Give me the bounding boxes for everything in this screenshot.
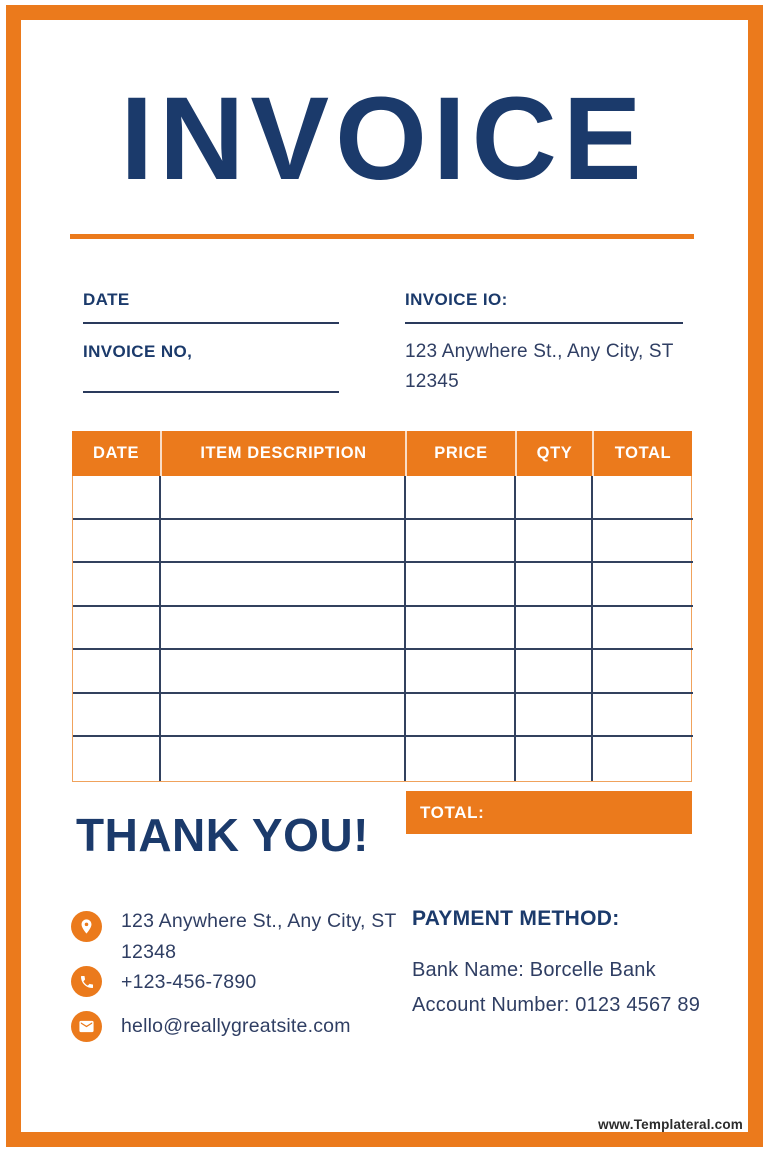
table-cell[interactable] bbox=[161, 476, 406, 520]
location-pin-icon bbox=[71, 911, 102, 942]
table-cell[interactable] bbox=[406, 737, 516, 781]
table-cell[interactable] bbox=[516, 476, 593, 520]
table-cell[interactable] bbox=[73, 607, 161, 651]
contact-phone: +123-456-7890 bbox=[121, 971, 257, 993]
table-cell[interactable] bbox=[161, 650, 406, 694]
table-cell[interactable] bbox=[593, 476, 693, 520]
header-cell-qty: QTY bbox=[515, 431, 592, 476]
account-number-line: Account Number: 0123 4567 89 bbox=[412, 994, 701, 1016]
table-cell[interactable] bbox=[593, 737, 693, 781]
total-bar bbox=[406, 791, 692, 834]
invoice-no-label: INVOICE NO, bbox=[83, 342, 193, 361]
table-cell[interactable] bbox=[73, 650, 161, 694]
table-header-row bbox=[72, 431, 692, 476]
table-cell[interactable] bbox=[406, 476, 516, 520]
table-cell[interactable] bbox=[516, 520, 593, 564]
header-cell-date: DATE bbox=[92, 444, 140, 462]
table-cell[interactable] bbox=[161, 607, 406, 651]
table-cell[interactable] bbox=[406, 650, 516, 694]
contact-address: 123 Anywhere St., Any City, ST 12348 bbox=[121, 910, 397, 963]
table-cell[interactable] bbox=[161, 563, 406, 607]
table-cell[interactable] bbox=[516, 694, 593, 738]
phone-icon bbox=[71, 966, 102, 997]
table-cell[interactable] bbox=[161, 737, 406, 781]
table-cell[interactable] bbox=[593, 607, 693, 651]
invoice-title: INVOICE bbox=[120, 73, 648, 205]
table-cell[interactable] bbox=[406, 520, 516, 564]
table-cell[interactable] bbox=[516, 650, 593, 694]
items-table bbox=[72, 431, 692, 782]
header-cell-item-description: ITEM DESCRIPTION bbox=[160, 431, 405, 476]
total-label: TOTAL: bbox=[420, 802, 485, 822]
table-cell[interactable] bbox=[516, 607, 593, 651]
header-cell-total: TOTAL bbox=[592, 431, 692, 476]
table-cell[interactable] bbox=[73, 563, 161, 607]
table-cell[interactable] bbox=[593, 563, 693, 607]
invoice-to-label: INVOICE IO: bbox=[405, 290, 508, 309]
table-cell[interactable] bbox=[406, 607, 516, 651]
table-cell[interactable] bbox=[161, 694, 406, 738]
bank-name-line: Bank Name: Borcelle Bank bbox=[412, 959, 656, 981]
contact-email: hello@reallygreatsite.com bbox=[121, 1015, 351, 1037]
email-icon bbox=[71, 1011, 102, 1042]
table-cell[interactable] bbox=[73, 737, 161, 781]
header-cell-price: PRICE bbox=[405, 431, 515, 476]
table-cell[interactable] bbox=[593, 694, 693, 738]
date-label: DATE bbox=[83, 290, 130, 309]
date-input-line[interactable] bbox=[83, 322, 339, 324]
table-cell[interactable] bbox=[406, 563, 516, 607]
table-cell[interactable] bbox=[73, 694, 161, 738]
table-cell[interactable] bbox=[516, 563, 593, 607]
table-cell[interactable] bbox=[593, 520, 693, 564]
invoice-to-input-line[interactable] bbox=[405, 322, 683, 324]
customer-address: 123 Anywhere St., Any City, ST 12345 bbox=[405, 341, 674, 392]
table-cell[interactable] bbox=[406, 694, 516, 738]
table-cell[interactable] bbox=[516, 737, 593, 781]
payment-method-heading: PAYMENT METHOD: bbox=[412, 907, 620, 930]
table-cell[interactable] bbox=[73, 520, 161, 564]
table-cell[interactable] bbox=[593, 650, 693, 694]
thank-you-heading: THANK YOU! bbox=[76, 809, 369, 861]
table-cell[interactable] bbox=[161, 520, 406, 564]
table-cell[interactable] bbox=[73, 476, 161, 520]
website-footer: www.Templateral.com bbox=[598, 1117, 743, 1132]
title-divider bbox=[70, 234, 694, 239]
invoice-no-input-line[interactable] bbox=[83, 391, 339, 393]
items-table-body bbox=[72, 476, 692, 782]
